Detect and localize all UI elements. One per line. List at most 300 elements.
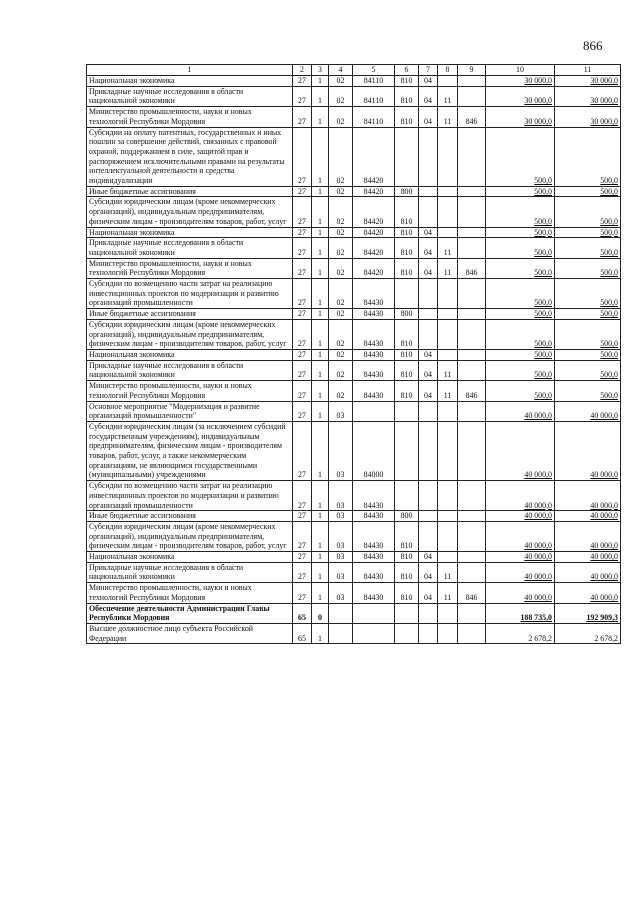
amount-cell: 500,0 bbox=[486, 319, 555, 349]
code-cell bbox=[438, 623, 458, 643]
table-row bbox=[87, 279, 621, 309]
code-cell bbox=[458, 279, 486, 309]
code-cell: 27 bbox=[293, 521, 312, 551]
code-cell: 27 bbox=[293, 107, 312, 127]
code-cell bbox=[438, 186, 458, 197]
amount-cell: 40 000,0 bbox=[486, 521, 555, 551]
code-cell: 84110 bbox=[353, 107, 395, 127]
code-cell: 1 bbox=[312, 623, 329, 643]
code-cell: 1 bbox=[312, 186, 329, 197]
amount-cell: 40 000,0 bbox=[555, 481, 621, 511]
row-name-cell: Субсидии по возмещению части затрат на реализацию инвестиционных проектов по модернизации и развитию организаций промышленности bbox=[87, 279, 293, 309]
table-row bbox=[87, 258, 621, 278]
amount-cell: 40 000,0 bbox=[555, 421, 621, 480]
amount-cell: 500,0 bbox=[555, 197, 621, 227]
table-row bbox=[87, 623, 621, 643]
row-name-cell: Национальная экономика bbox=[87, 76, 293, 87]
code-cell bbox=[419, 186, 438, 197]
code-cell: 84430 bbox=[353, 279, 395, 309]
row-name-cell: Субсидии юридическим лицам (за исключением субсидий государственным учреждениям), индивидуальным предпринимателям, физическим лицам - производителям товаров, работ, услуг, а также некоммерческим организациям, не являющимся государственными (муниципальными) учреждениями bbox=[87, 421, 293, 480]
code-cell bbox=[395, 481, 419, 511]
code-cell: 02 bbox=[329, 279, 353, 309]
code-cell: 27 bbox=[293, 197, 312, 227]
amount-cell: 40 000,0 bbox=[555, 583, 621, 603]
code-cell: 04 bbox=[419, 349, 438, 360]
amount-cell: 500,0 bbox=[555, 127, 621, 186]
code-cell: 27 bbox=[293, 381, 312, 401]
column-header: 3 bbox=[312, 65, 329, 76]
row-name-cell: Национальная экономика bbox=[87, 349, 293, 360]
column-header: 9 bbox=[458, 65, 486, 76]
code-cell: 27 bbox=[293, 227, 312, 238]
code-cell: 27 bbox=[293, 127, 312, 186]
code-cell: 03 bbox=[329, 481, 353, 511]
code-cell: 27 bbox=[293, 258, 312, 278]
code-cell bbox=[438, 76, 458, 87]
code-cell: 84430 bbox=[353, 349, 395, 360]
code-cell: 03 bbox=[329, 562, 353, 582]
amount-cell: 500,0 bbox=[486, 127, 555, 186]
code-cell bbox=[458, 227, 486, 238]
code-cell: 84430 bbox=[353, 309, 395, 320]
code-cell: 27 bbox=[293, 238, 312, 258]
amount-cell: 500,0 bbox=[486, 186, 555, 197]
code-cell bbox=[458, 76, 486, 87]
code-cell bbox=[458, 349, 486, 360]
code-cell: 846 bbox=[458, 107, 486, 127]
code-cell: 1 bbox=[312, 401, 329, 421]
table-row bbox=[87, 562, 621, 582]
table-row bbox=[87, 86, 621, 106]
table-row bbox=[87, 481, 621, 511]
amount-cell: 2 678,2 bbox=[555, 623, 621, 643]
code-cell: 0 bbox=[312, 603, 329, 623]
amount-cell: 500,0 bbox=[555, 319, 621, 349]
code-cell: 810 bbox=[395, 349, 419, 360]
code-cell: 84000 bbox=[353, 421, 395, 480]
table-row bbox=[87, 583, 621, 603]
code-cell bbox=[438, 552, 458, 563]
code-cell: 1 bbox=[312, 521, 329, 551]
code-cell: 03 bbox=[329, 552, 353, 563]
code-cell: 810 bbox=[395, 197, 419, 227]
code-cell: 27 bbox=[293, 76, 312, 87]
table-row bbox=[87, 107, 621, 127]
code-cell: 84430 bbox=[353, 360, 395, 380]
code-cell: 84430 bbox=[353, 481, 395, 511]
row-name-cell: Высшее должностное лицо субъекта Российской Федерации bbox=[87, 623, 293, 643]
code-cell bbox=[438, 349, 458, 360]
code-cell bbox=[458, 481, 486, 511]
amount-cell: 500,0 bbox=[486, 279, 555, 309]
code-cell: 02 bbox=[329, 309, 353, 320]
amount-cell: 500,0 bbox=[555, 309, 621, 320]
code-cell: 1 bbox=[312, 86, 329, 106]
code-cell: 1 bbox=[312, 238, 329, 258]
code-cell bbox=[438, 481, 458, 511]
code-cell: 84430 bbox=[353, 521, 395, 551]
code-cell: 04 bbox=[419, 76, 438, 87]
code-cell: 1 bbox=[312, 279, 329, 309]
row-name-cell: Субсидии юридическим лицам (кроме некоммерческих организаций), индивидуальным предпринимателям, физическим лицам - производителям товаров, работ, услуг bbox=[87, 197, 293, 227]
row-name-cell: Прикладные научные исследования в области национальной экономики bbox=[87, 562, 293, 582]
code-cell: 1 bbox=[312, 197, 329, 227]
code-cell: 02 bbox=[329, 86, 353, 106]
column-header: 5 bbox=[353, 65, 395, 76]
code-cell bbox=[458, 319, 486, 349]
code-cell bbox=[329, 603, 353, 623]
code-cell bbox=[329, 623, 353, 643]
code-cell: 11 bbox=[438, 258, 458, 278]
code-cell: 1 bbox=[312, 360, 329, 380]
code-cell: 1 bbox=[312, 511, 329, 522]
amount-cell: 40 000,0 bbox=[486, 552, 555, 563]
row-name-cell: Прикладные научные исследования в области национальной экономики bbox=[87, 360, 293, 380]
code-cell bbox=[458, 511, 486, 522]
code-cell: 1 bbox=[312, 562, 329, 582]
code-cell bbox=[438, 511, 458, 522]
code-cell: 810 bbox=[395, 86, 419, 106]
code-cell: 02 bbox=[329, 127, 353, 186]
code-cell: 27 bbox=[293, 349, 312, 360]
code-cell bbox=[395, 421, 419, 480]
row-name-cell: Иные бюджетные ассигнования bbox=[87, 186, 293, 197]
row-name-cell: Прикладные научные исследования в области национальной экономики bbox=[87, 238, 293, 258]
code-cell bbox=[395, 623, 419, 643]
amount-cell: 30 000,0 bbox=[555, 86, 621, 106]
table-row bbox=[87, 401, 621, 421]
table-row bbox=[87, 603, 621, 623]
amount-cell: 40 000,0 bbox=[486, 401, 555, 421]
code-cell: 84420 bbox=[353, 227, 395, 238]
code-cell: 65 bbox=[293, 623, 312, 643]
column-header: 2 bbox=[293, 65, 312, 76]
page-number: 866 bbox=[583, 38, 603, 53]
code-cell: 1 bbox=[312, 107, 329, 127]
row-name-cell: Субсидии на оплату патентных, государственных и иных пошлин за совершение действий, связанных с правовой охраной, поддержанием в силе, защитой прав и распоряжением исключительными правами на результаты интеллектуальной деятельности и средства индивидуализации bbox=[87, 127, 293, 186]
amount-cell: 40 000,0 bbox=[555, 521, 621, 551]
code-cell bbox=[458, 552, 486, 563]
table-row bbox=[87, 76, 621, 87]
code-cell: 810 bbox=[395, 381, 419, 401]
code-cell bbox=[458, 197, 486, 227]
code-cell: 03 bbox=[329, 511, 353, 522]
amount-cell: 30 000,0 bbox=[486, 76, 555, 87]
row-name-cell: Прикладные научные исследования в области национальной экономики bbox=[87, 86, 293, 106]
amount-cell: 500,0 bbox=[555, 349, 621, 360]
table-row bbox=[87, 227, 621, 238]
table-row bbox=[87, 511, 621, 522]
amount-cell: 40 000,0 bbox=[486, 481, 555, 511]
code-cell: 04 bbox=[419, 583, 438, 603]
code-cell: 27 bbox=[293, 360, 312, 380]
code-cell: 11 bbox=[438, 360, 458, 380]
code-cell: 27 bbox=[293, 421, 312, 480]
code-cell: 84430 bbox=[353, 381, 395, 401]
code-cell bbox=[458, 309, 486, 320]
table-row bbox=[87, 197, 621, 227]
code-cell: 02 bbox=[329, 319, 353, 349]
table-row bbox=[87, 127, 621, 186]
code-cell bbox=[353, 623, 395, 643]
code-cell bbox=[395, 401, 419, 421]
code-cell bbox=[458, 521, 486, 551]
code-cell bbox=[438, 521, 458, 551]
code-cell: 810 bbox=[395, 107, 419, 127]
code-cell: 03 bbox=[329, 421, 353, 480]
code-cell: 810 bbox=[395, 319, 419, 349]
amount-cell: 30 000,0 bbox=[555, 76, 621, 87]
code-cell bbox=[353, 401, 395, 421]
code-cell: 84110 bbox=[353, 76, 395, 87]
code-cell: 02 bbox=[329, 107, 353, 127]
amount-cell: 40 000,0 bbox=[555, 562, 621, 582]
code-cell: 03 bbox=[329, 521, 353, 551]
code-cell: 65 bbox=[293, 603, 312, 623]
code-cell: 84420 bbox=[353, 197, 395, 227]
column-header: 8 bbox=[438, 65, 458, 76]
amount-cell: 188 735,0 bbox=[486, 603, 555, 623]
code-cell: 1 bbox=[312, 319, 329, 349]
code-cell: 02 bbox=[329, 197, 353, 227]
code-cell bbox=[458, 603, 486, 623]
row-name-cell: Субсидии юридическим лицам (кроме некоммерческих организаций), индивидуальным предпринимателям, физическим лицам - производителям товаров, работ, услуг bbox=[87, 319, 293, 349]
code-cell: 04 bbox=[419, 552, 438, 563]
code-cell: 02 bbox=[329, 360, 353, 380]
code-cell: 27 bbox=[293, 279, 312, 309]
amount-cell: 40 000,0 bbox=[555, 401, 621, 421]
amount-cell: 500,0 bbox=[486, 381, 555, 401]
code-cell: 810 bbox=[395, 76, 419, 87]
code-cell: 84110 bbox=[353, 86, 395, 106]
code-cell: 84420 bbox=[353, 186, 395, 197]
amount-cell: 40 000,0 bbox=[486, 421, 555, 480]
code-cell bbox=[419, 309, 438, 320]
code-cell bbox=[458, 86, 486, 106]
amount-cell: 40 000,0 bbox=[486, 562, 555, 582]
amount-cell: 192 909,3 bbox=[555, 603, 621, 623]
code-cell bbox=[458, 623, 486, 643]
code-cell bbox=[438, 603, 458, 623]
table-row bbox=[87, 381, 621, 401]
code-cell: 11 bbox=[438, 86, 458, 106]
code-cell: 846 bbox=[458, 381, 486, 401]
code-cell: 04 bbox=[419, 381, 438, 401]
code-cell: 800 bbox=[395, 309, 419, 320]
code-cell: 11 bbox=[438, 238, 458, 258]
code-cell bbox=[438, 227, 458, 238]
code-cell bbox=[419, 421, 438, 480]
row-name-cell: Обеспечение деятельности Администрации Главы Республики Мордовия bbox=[87, 603, 293, 623]
amount-cell: 500,0 bbox=[555, 258, 621, 278]
amount-cell: 500,0 bbox=[486, 238, 555, 258]
code-cell: 27 bbox=[293, 319, 312, 349]
code-cell: 27 bbox=[293, 481, 312, 511]
code-cell: 84420 bbox=[353, 127, 395, 186]
code-cell: 27 bbox=[293, 583, 312, 603]
code-cell bbox=[419, 521, 438, 551]
column-header: 1 bbox=[87, 65, 293, 76]
code-cell bbox=[419, 603, 438, 623]
amount-cell: 500,0 bbox=[486, 197, 555, 227]
code-cell bbox=[419, 511, 438, 522]
table-row bbox=[87, 309, 621, 320]
table-header-row bbox=[87, 65, 621, 76]
code-cell: 810 bbox=[395, 521, 419, 551]
code-cell bbox=[438, 127, 458, 186]
code-cell: 27 bbox=[293, 562, 312, 582]
code-cell: 1 bbox=[312, 583, 329, 603]
row-name-cell: Основное мероприятие "Модернизация и развитие организаций промышленности" bbox=[87, 401, 293, 421]
row-name-cell: Иные бюджетные ассигнования bbox=[87, 511, 293, 522]
code-cell bbox=[458, 360, 486, 380]
code-cell: 02 bbox=[329, 186, 353, 197]
amount-cell: 500,0 bbox=[555, 279, 621, 309]
code-cell: 810 bbox=[395, 258, 419, 278]
table-row bbox=[87, 238, 621, 258]
amount-cell: 500,0 bbox=[555, 186, 621, 197]
code-cell: 04 bbox=[419, 238, 438, 258]
amount-cell: 40 000,0 bbox=[555, 552, 621, 563]
code-cell bbox=[395, 603, 419, 623]
code-cell bbox=[395, 127, 419, 186]
code-cell: 1 bbox=[312, 76, 329, 87]
code-cell: 84420 bbox=[353, 238, 395, 258]
code-cell bbox=[458, 562, 486, 582]
amount-cell: 30 000,0 bbox=[486, 86, 555, 106]
code-cell: 02 bbox=[329, 227, 353, 238]
code-cell: 1 bbox=[312, 349, 329, 360]
table-row bbox=[87, 552, 621, 563]
code-cell: 02 bbox=[329, 258, 353, 278]
code-cell bbox=[438, 421, 458, 480]
column-header: 4 bbox=[329, 65, 353, 76]
amount-cell: 2 678,2 bbox=[486, 623, 555, 643]
table-row bbox=[87, 186, 621, 197]
amount-cell: 30 000,0 bbox=[555, 107, 621, 127]
code-cell: 27 bbox=[293, 86, 312, 106]
code-cell: 810 bbox=[395, 583, 419, 603]
code-cell bbox=[458, 127, 486, 186]
code-cell: 11 bbox=[438, 583, 458, 603]
code-cell bbox=[419, 197, 438, 227]
code-cell: 84430 bbox=[353, 552, 395, 563]
table-row bbox=[87, 360, 621, 380]
code-cell bbox=[419, 401, 438, 421]
code-cell bbox=[353, 603, 395, 623]
code-cell: 1 bbox=[312, 227, 329, 238]
amount-cell: 500,0 bbox=[555, 381, 621, 401]
code-cell: 810 bbox=[395, 562, 419, 582]
code-cell: 27 bbox=[293, 511, 312, 522]
code-cell: 800 bbox=[395, 511, 419, 522]
row-name-cell: Иные бюджетные ассигнования bbox=[87, 309, 293, 320]
code-cell bbox=[458, 186, 486, 197]
code-cell: 04 bbox=[419, 258, 438, 278]
table-row bbox=[87, 521, 621, 551]
code-cell: 810 bbox=[395, 552, 419, 563]
row-name-cell: Субсидии юридическим лицам (кроме некоммерческих организаций), индивидуальным предпринимателям, физическим лицам - производителям товаров, работ, услуг bbox=[87, 521, 293, 551]
code-cell: 02 bbox=[329, 381, 353, 401]
code-cell bbox=[419, 319, 438, 349]
code-cell: 800 bbox=[395, 186, 419, 197]
code-cell bbox=[419, 623, 438, 643]
row-name-cell: Национальная экономика bbox=[87, 227, 293, 238]
table-row bbox=[87, 421, 621, 480]
row-name-cell: Субсидии по возмещению части затрат на реализацию инвестиционных проектов по модернизации и развитию организаций промышленности bbox=[87, 481, 293, 511]
code-cell: 27 bbox=[293, 552, 312, 563]
code-cell: 84430 bbox=[353, 319, 395, 349]
amount-cell: 40 000,0 bbox=[486, 583, 555, 603]
code-cell bbox=[458, 401, 486, 421]
code-cell: 02 bbox=[329, 238, 353, 258]
amount-cell: 40 000,0 bbox=[486, 511, 555, 522]
amount-cell: 500,0 bbox=[486, 258, 555, 278]
code-cell: 1 bbox=[312, 309, 329, 320]
column-header: 6 bbox=[395, 65, 419, 76]
column-header: 10 bbox=[486, 65, 555, 76]
amount-cell: 500,0 bbox=[486, 360, 555, 380]
budget-table bbox=[86, 64, 621, 644]
amount-cell: 40 000,0 bbox=[555, 511, 621, 522]
code-cell: 11 bbox=[438, 562, 458, 582]
code-cell: 1 bbox=[312, 127, 329, 186]
code-cell: 04 bbox=[419, 562, 438, 582]
amount-cell: 500,0 bbox=[555, 227, 621, 238]
code-cell: 04 bbox=[419, 86, 438, 106]
amount-cell: 30 000,0 bbox=[486, 107, 555, 127]
table-row bbox=[87, 349, 621, 360]
code-cell bbox=[438, 319, 458, 349]
amount-cell: 500,0 bbox=[555, 238, 621, 258]
code-cell: 02 bbox=[329, 76, 353, 87]
code-cell: 84430 bbox=[353, 562, 395, 582]
code-cell bbox=[419, 127, 438, 186]
code-cell: 04 bbox=[419, 360, 438, 380]
code-cell: 810 bbox=[395, 227, 419, 238]
row-name-cell: Министерство промышленности, науки и новых технологий Республики Мордовия bbox=[87, 258, 293, 278]
code-cell bbox=[438, 279, 458, 309]
code-cell: 1 bbox=[312, 552, 329, 563]
code-cell: 11 bbox=[438, 381, 458, 401]
amount-cell: 500,0 bbox=[486, 349, 555, 360]
code-cell bbox=[419, 481, 438, 511]
code-cell: 1 bbox=[312, 481, 329, 511]
code-cell: 810 bbox=[395, 238, 419, 258]
code-cell: 1 bbox=[312, 381, 329, 401]
column-header: 7 bbox=[419, 65, 438, 76]
row-name-cell: Министерство промышленности, науки и новых технологий Республики Мордовия bbox=[87, 381, 293, 401]
code-cell bbox=[419, 279, 438, 309]
column-header: 11 bbox=[555, 65, 621, 76]
amount-cell: 500,0 bbox=[486, 227, 555, 238]
amount-cell: 500,0 bbox=[486, 309, 555, 320]
code-cell: 03 bbox=[329, 401, 353, 421]
code-cell: 1 bbox=[312, 421, 329, 480]
code-cell: 846 bbox=[458, 583, 486, 603]
code-cell: 02 bbox=[329, 349, 353, 360]
amount-cell: 500,0 bbox=[555, 360, 621, 380]
code-cell bbox=[458, 421, 486, 480]
code-cell: 04 bbox=[419, 227, 438, 238]
code-cell: 03 bbox=[329, 583, 353, 603]
row-name-cell: Министерство промышленности, науки и новых технологий Республики Мордовия bbox=[87, 583, 293, 603]
code-cell: 84430 bbox=[353, 583, 395, 603]
row-name-cell: Национальная экономика bbox=[87, 552, 293, 563]
code-cell: 84430 bbox=[353, 511, 395, 522]
code-cell: 846 bbox=[458, 258, 486, 278]
table-body bbox=[87, 76, 621, 644]
